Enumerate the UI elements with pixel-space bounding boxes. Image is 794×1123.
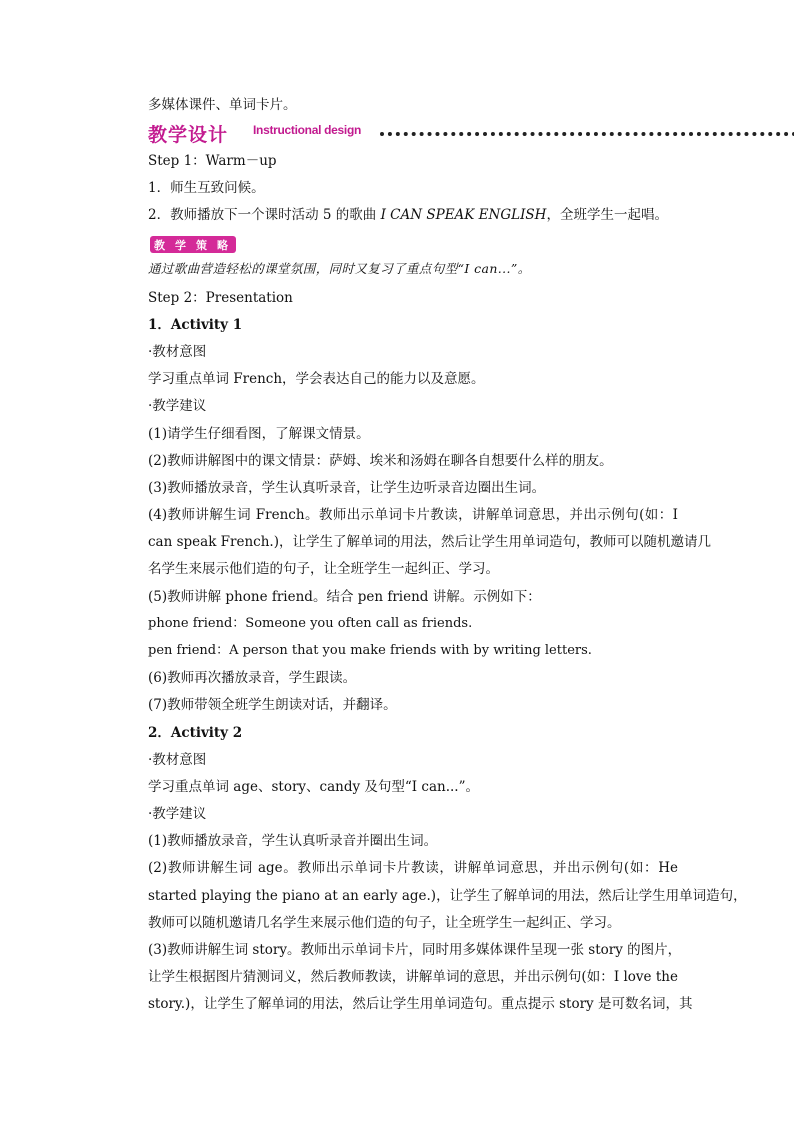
activity1-intent: 学习重点单词 French，学会表达自己的能力以及意愿。 xyxy=(148,371,485,387)
activity1-advice-5: (5)教师讲解 phone friend。结合 pen friend 讲解。示例如下： xyxy=(148,589,541,605)
step1-heading: Step 1：Warm－up xyxy=(148,153,277,169)
activity2-intent: 学习重点单词 age、story、candy 及句型“I can...”。 xyxy=(148,779,480,795)
strategy-note: 通过歌曲营造轻松的课堂氛围，同时又复习了重点句型“I can...”。 xyxy=(148,261,531,276)
activity1-title: 1．Activity 1 xyxy=(148,317,243,333)
activity1-advice-7: (7)教师带领全班学生朗读对话，并翻译。 xyxy=(148,697,397,713)
badge-char-3: 策 xyxy=(196,239,207,252)
activity1-advice-4-line2: can speak French.)，让学生了解单词的用法，然后让学生用单词造句，教师可以随机邀请几 xyxy=(148,534,711,550)
activity1-advice-2: (2)教师讲解图中的课文情景：萨姆、埃米和汤姆在聊各自想要什么样的朋友。 xyxy=(148,453,613,469)
song-title: I CAN SPEAK ENGLISH xyxy=(380,207,547,223)
activity2-advice-3-line3: story.)，让学生了解单词的用法，然后让学生用单词造句。重点提示 story 是可数名词，其 xyxy=(148,996,693,1012)
section-header xyxy=(148,120,708,146)
activity2-advice-2-line1: (2)教师讲解生词 age。教师出示单词卡片教读，讲解单词意思，并出示例句(如：He xyxy=(148,860,678,876)
activity1-advice-label: ·教学建议 xyxy=(148,398,207,414)
activity1-advice-6: (6)教师再次播放录音，学生跟读。 xyxy=(148,670,357,686)
step1-item-1: 1．师生互致问候。 xyxy=(148,180,265,196)
activity1-advice-1: (1)请学生仔细看图，了解课文情景。 xyxy=(148,426,370,442)
activity1-advice-4-line3: 名学生来展示他们造的句子，让全班学生一起纠正、学习。 xyxy=(148,561,499,577)
activity2-title: 2．Activity 2 xyxy=(148,725,243,741)
pen-friend-definition: pen friend：A person that you make friends with by writing letters. xyxy=(148,643,592,658)
step2-heading: Step 2：Presentation xyxy=(148,290,293,306)
activity2-advice-label: ·教学建议 xyxy=(148,806,207,822)
teaching-strategy-badge xyxy=(150,236,236,253)
dotted-divider xyxy=(380,128,794,136)
step1-item-2-post: ，全班学生一起唱。 xyxy=(546,207,668,223)
activity2-advice-2-line3: 教师可以随机邀请几名学生来展示他们造的句子，让全班学生一起纠正、学习。 xyxy=(148,915,621,931)
step1-item-2-pre: 2．教师播放下一个课时活动 5 的歌曲 xyxy=(148,207,381,223)
badge-char-2: 学 xyxy=(175,239,186,252)
activity2-intent-label: ·教材意图 xyxy=(148,752,207,768)
section-title-en: Instructional design xyxy=(253,123,362,137)
materials-line: 多媒体课件、单词卡片。 xyxy=(148,97,297,113)
badge-char-1: 教 xyxy=(154,239,165,252)
step1-item-2 xyxy=(148,205,678,225)
activity1-advice-4-line1: (4)教师讲解生词 French。教师出示单词卡片教读，讲解单词意思，并出示例句(如：I xyxy=(148,507,678,523)
activity2-advice-1: (1)教师播放录音，学生认真听录音并圈出生词。 xyxy=(148,833,438,849)
activity2-advice-3-line2: 让学生根据图片猜测词义，然后教师教读，讲解单词的意思，并出示例句(如：I love the xyxy=(148,969,678,985)
badge-char-4: 略 xyxy=(217,239,228,252)
activity2-advice-2-line2: started playing the piano at an early age.)，让学生了解单词的用法，然后让学生用单词造句， xyxy=(148,888,747,904)
section-title-cn: 教学设计 xyxy=(148,124,229,146)
phone-friend-definition: phone friend：Someone you often call as friends. xyxy=(148,616,473,631)
activity1-advice-3: (3)教师播放录音，学生认真听录音，让学生边听录音边圈出生词。 xyxy=(148,480,546,496)
activity2-advice-3-line1: (3)教师讲解生词 story。教师出示单词卡片，同时用多媒体课件呈现一张 story 的图片， xyxy=(148,942,682,958)
activity1-intent-label: ·教材意图 xyxy=(148,344,207,360)
